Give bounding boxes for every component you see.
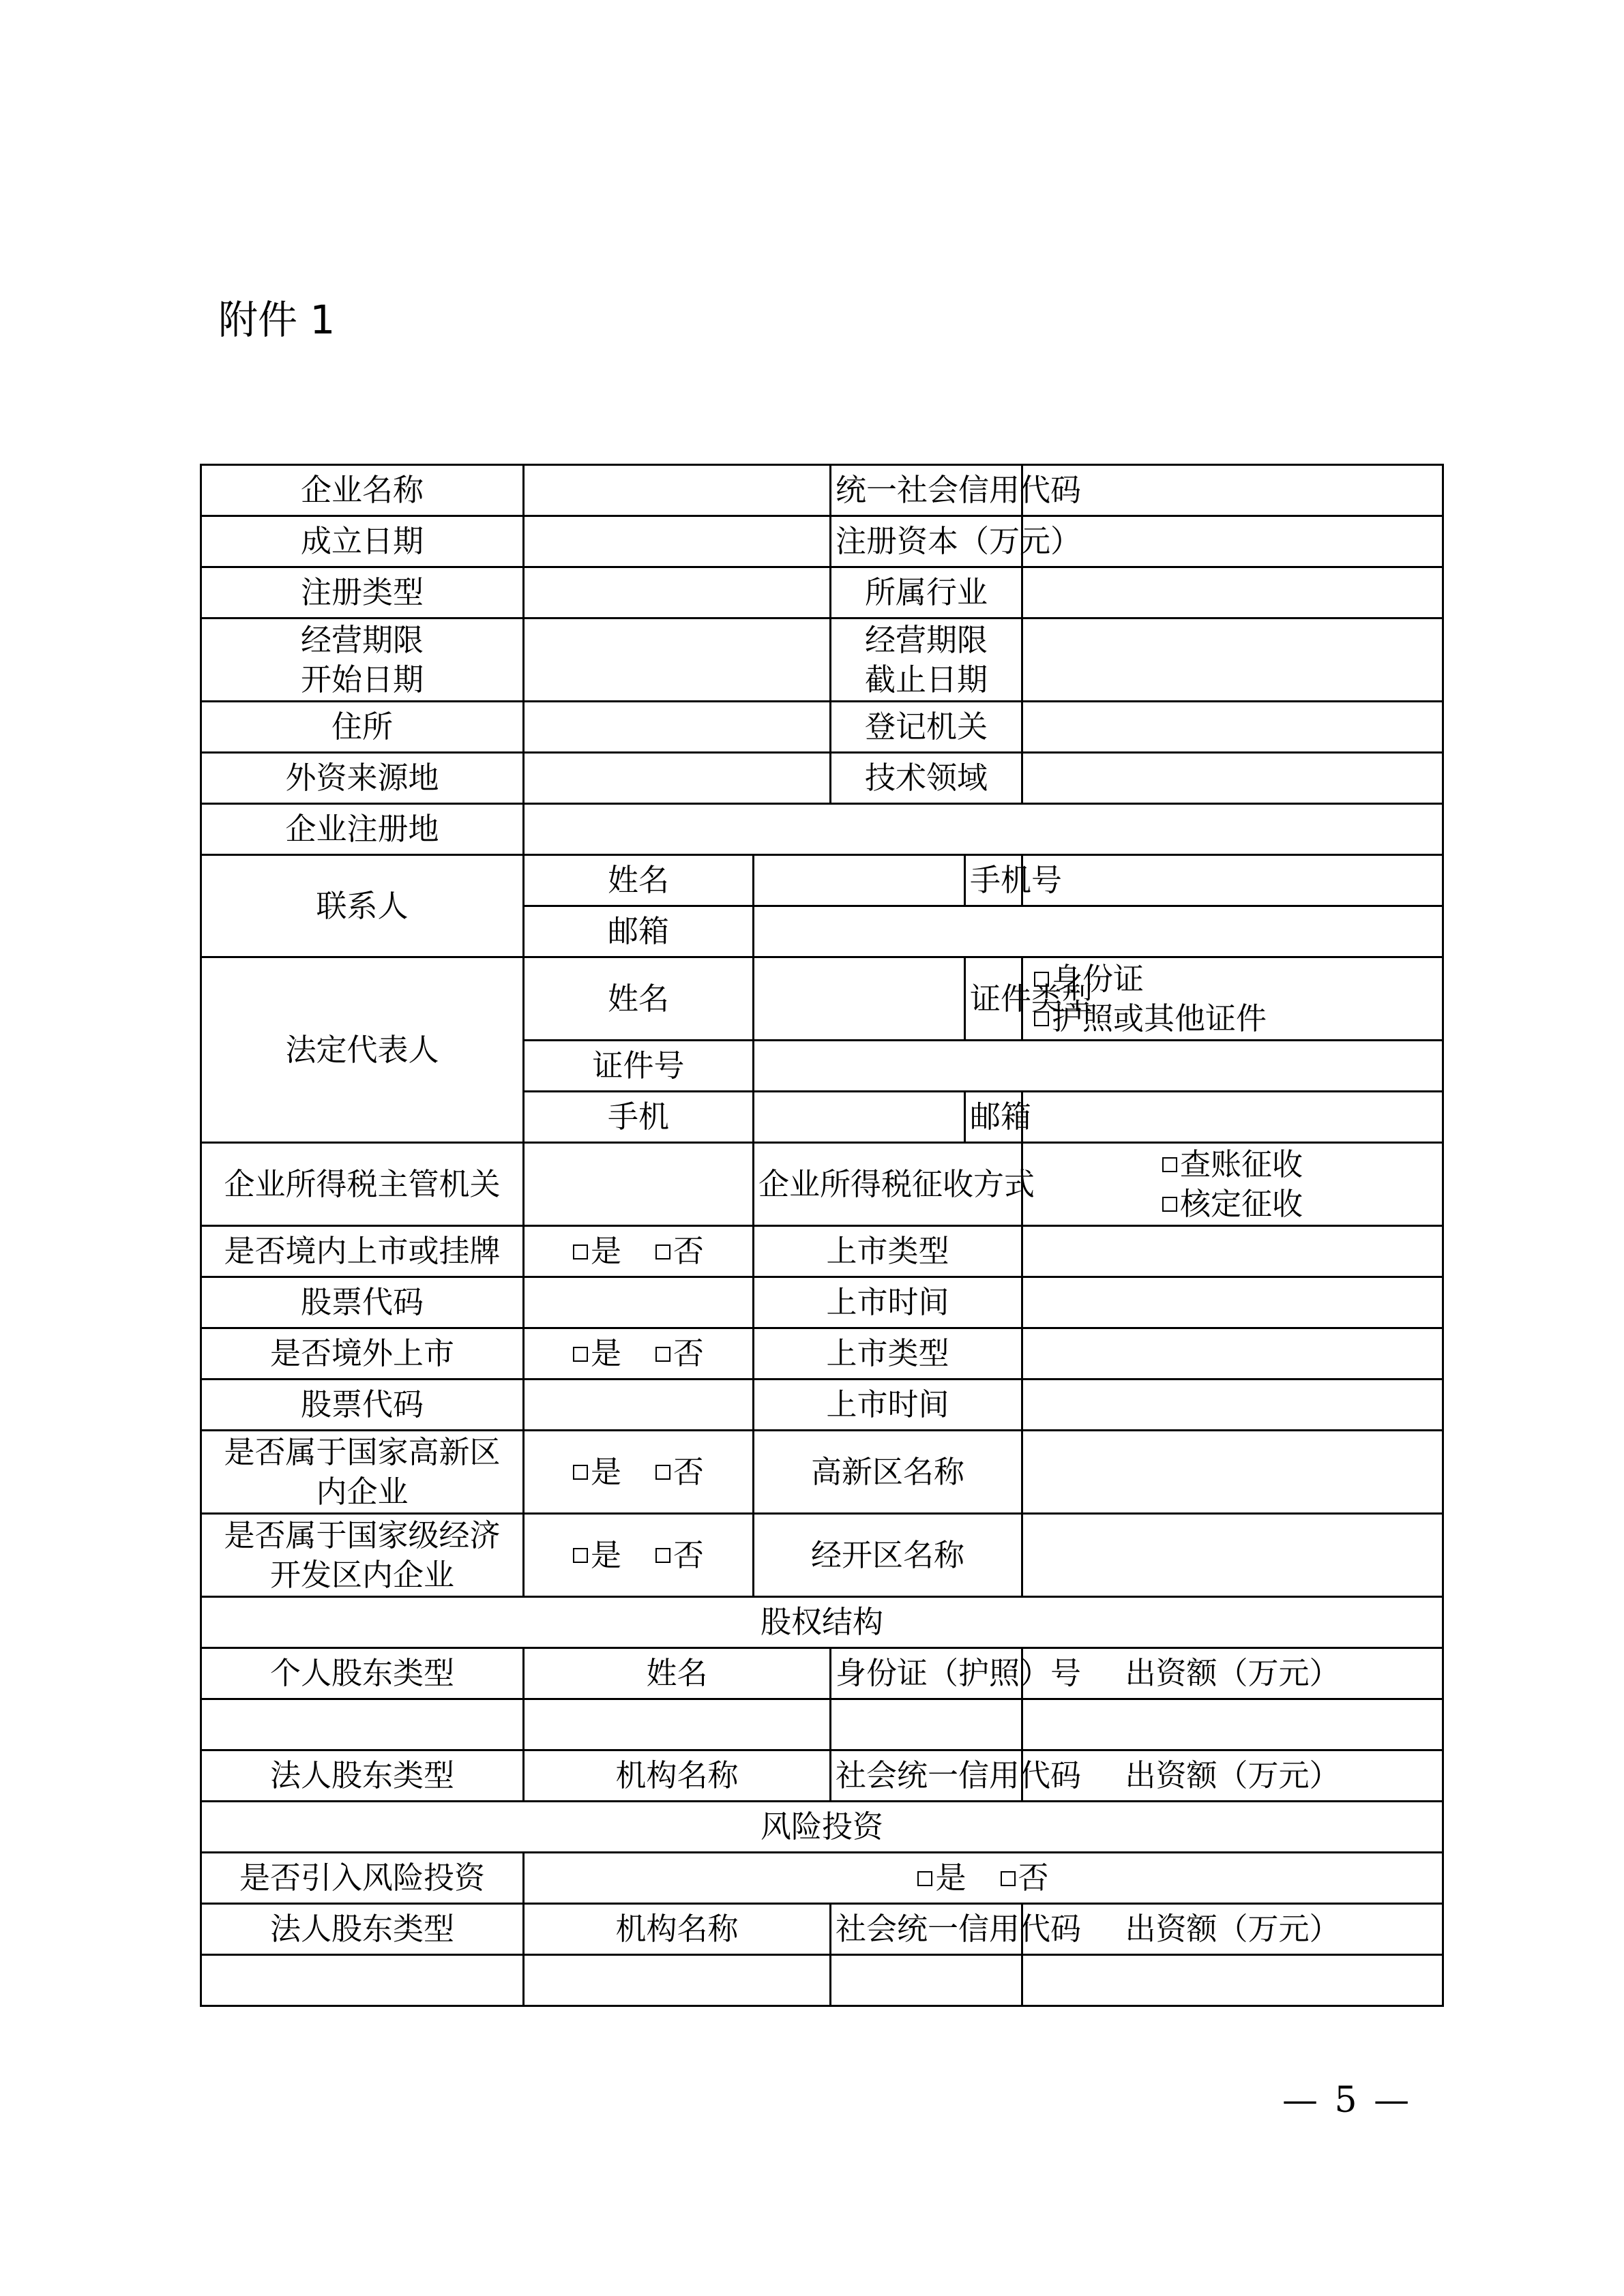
label-vc-social-credit-code: 社会统一信用代码 [831, 1904, 1022, 1955]
label-legal-rep-mobile: 手机 [524, 1092, 754, 1143]
input-tech-field[interactable] [1022, 753, 1443, 804]
option-no-label: 否 [673, 1536, 705, 1573]
label-overseas-stock-code: 股票代码 [201, 1380, 524, 1431]
option-domestic-listed-yes[interactable] [573, 1232, 621, 1271]
label-vc-institution-name: 机构名称 [524, 1904, 831, 1955]
label-vc-capital-contribution: 出资额（万元） [1022, 1904, 1443, 1955]
label-established-date: 成立日期 [201, 516, 524, 567]
label-in-hightech-zone-line2: 内企业 [316, 1473, 409, 1510]
input-shareholder-name[interactable] [524, 1699, 831, 1750]
label-econ-dev-zone-name: 经开区名称 [754, 1514, 1022, 1597]
overseas-listed-options [524, 1328, 754, 1380]
option-no-label: 否 [673, 1233, 705, 1269]
label-corporate-shareholder-type: 法人股东类型 [201, 1750, 524, 1802]
option-audit-collection-label: 查账征收 [1180, 1146, 1303, 1182]
label-domicile: 住所 [201, 702, 524, 753]
input-tax-authority[interactable] [524, 1143, 754, 1226]
label-legal-rep-id-number: 证件号 [524, 1041, 754, 1092]
option-no-label: 否 [673, 1453, 705, 1490]
input-legal-rep-id-number[interactable] [754, 1041, 1443, 1092]
page-number: — 5 — [1282, 2080, 1413, 2121]
vc-introduced-options [524, 1853, 1443, 1904]
option-assessed-collection[interactable] [1027, 1184, 1438, 1224]
label-in-hightech-zone-line1: 是否属于国家高新区 [224, 1433, 501, 1470]
label-id-passport-number: 身份证（护照）号 [831, 1648, 1022, 1699]
label-foreign-capital-source: 外资来源地 [201, 753, 524, 804]
checkbox-econ-dev-zone-yes[interactable] [573, 1548, 588, 1563]
input-registration-authority[interactable] [1022, 702, 1443, 753]
input-established-date[interactable] [524, 516, 831, 567]
checkbox-audit-collection[interactable] [1162, 1157, 1177, 1172]
input-vc-social-credit-code[interactable] [831, 1955, 1022, 2006]
label-credit-code: 统一社会信用代码 [831, 465, 1022, 516]
label-legal-rep-name: 姓名 [524, 957, 754, 1041]
option-no-label: 否 [673, 1335, 705, 1371]
input-registration-place[interactable] [524, 804, 1443, 855]
checkbox-vc-no[interactable] [1001, 1871, 1016, 1886]
input-individual-capital-contribution[interactable] [1022, 1699, 1443, 1750]
label-term-end-line1: 经营期限 [865, 621, 988, 658]
legal-rep-id-type-options [1022, 957, 1443, 1041]
option-yes-label: 是 [590, 1536, 621, 1573]
hightech-zone-options [524, 1431, 754, 1514]
label-tax-authority: 企业所得税主管机关 [201, 1143, 524, 1226]
label-term-start [201, 618, 524, 702]
checkbox-hightech-zone-yes[interactable] [573, 1465, 588, 1480]
label-industry: 所属行业 [831, 567, 1022, 618]
option-vc-yes[interactable] [917, 1858, 966, 1898]
label-registration-place: 企业注册地 [201, 804, 524, 855]
option-yes-label: 是 [590, 1453, 621, 1490]
input-vc-capital-contribution[interactable] [1022, 1955, 1443, 2006]
label-contact-mobile: 手机号 [965, 855, 1022, 906]
label-company-name: 企业名称 [201, 465, 524, 516]
label-overseas-listing-type: 上市类型 [754, 1328, 1022, 1380]
input-overseas-listing-time[interactable] [1022, 1380, 1443, 1431]
label-individual-capital-contribution: 出资额（万元） [1022, 1648, 1443, 1699]
label-institution-name: 机构名称 [524, 1750, 831, 1802]
label-corporate-capital-contribution: 出资额（万元） [1022, 1750, 1443, 1802]
label-in-econ-dev-zone-line2: 开发区内企业 [269, 1556, 454, 1593]
domestic-listed-options [524, 1226, 754, 1277]
label-term-end-line2: 截止日期 [865, 661, 988, 698]
input-credit-code[interactable] [1022, 465, 1443, 516]
input-industry[interactable] [1022, 567, 1443, 618]
label-legal-rep-id-type: 证件类型 [965, 957, 1022, 1041]
option-econ-dev-zone-yes[interactable] [573, 1536, 621, 1575]
option-yes-label: 是 [590, 1233, 621, 1269]
option-overseas-listed-yes[interactable] [573, 1334, 621, 1373]
input-term-end[interactable] [1022, 618, 1443, 702]
option-passport-other[interactable] [1034, 999, 1438, 1039]
attachment-label: 附件 1 [218, 297, 336, 343]
input-domestic-stock-code[interactable] [524, 1277, 754, 1328]
label-tech-field: 技术领域 [831, 753, 1022, 804]
input-domicile[interactable] [524, 702, 831, 753]
input-vc-corporate-shareholder-type[interactable] [201, 1955, 524, 2006]
label-contact-name: 姓名 [524, 855, 754, 906]
label-term-end [831, 618, 1022, 702]
input-company-name[interactable] [524, 465, 831, 516]
input-legal-rep-name[interactable] [754, 957, 965, 1041]
option-audit-collection[interactable] [1027, 1145, 1438, 1184]
input-domestic-listing-time[interactable] [1022, 1277, 1443, 1328]
label-shareholder-name: 姓名 [524, 1648, 831, 1699]
label-term-start-line2: 开始日期 [300, 661, 424, 698]
option-vc-no[interactable] [1001, 1858, 1049, 1898]
checkbox-overseas-listed-no[interactable] [655, 1347, 670, 1362]
label-legal-rep-email: 邮箱 [965, 1092, 1022, 1143]
label-individual-shareholder-type: 个人股东类型 [201, 1648, 524, 1699]
label-social-credit-code: 社会统一信用代码 [831, 1750, 1022, 1802]
option-no-label: 否 [1018, 1860, 1049, 1896]
input-legal-rep-mobile[interactable] [754, 1092, 965, 1143]
label-registered-capital: 注册资本（万元） [831, 516, 1022, 567]
label-hightech-zone-name: 高新区名称 [754, 1431, 1022, 1514]
label-vc-corporate-shareholder-type: 法人股东类型 [201, 1904, 524, 1955]
option-domestic-listed-no[interactable] [655, 1232, 704, 1271]
option-passport-other-label: 护照或其他证件 [1052, 1000, 1267, 1037]
tax-collection-options [1022, 1143, 1443, 1226]
input-hightech-zone-name[interactable] [1022, 1431, 1443, 1514]
label-domestic-stock-code: 股票代码 [201, 1277, 524, 1328]
input-overseas-stock-code[interactable] [524, 1380, 754, 1431]
checkbox-passport-other[interactable] [1034, 1011, 1049, 1026]
input-overseas-listing-type[interactable] [1022, 1328, 1443, 1380]
label-registration-type: 注册类型 [201, 567, 524, 618]
input-registered-capital[interactable] [1022, 516, 1443, 567]
checkbox-domestic-listed-yes[interactable] [573, 1244, 588, 1259]
input-term-start[interactable] [524, 618, 831, 702]
input-individual-shareholder-type[interactable] [201, 1699, 524, 1750]
checkbox-id-card[interactable] [1034, 972, 1049, 987]
label-domestic-listing-type: 上市类型 [754, 1226, 1022, 1277]
option-id-card-label: 身份证 [1052, 960, 1145, 997]
input-vc-institution-name[interactable] [524, 1955, 831, 2006]
label-registration-authority: 登记机关 [831, 702, 1022, 753]
checkbox-hightech-zone-no[interactable] [655, 1465, 670, 1480]
econ-dev-zone-options [524, 1514, 754, 1597]
option-overseas-listed-no[interactable] [655, 1334, 704, 1373]
input-domestic-listing-type[interactable] [1022, 1226, 1443, 1277]
option-econ-dev-zone-no[interactable] [655, 1536, 704, 1575]
label-in-hightech-zone [201, 1431, 524, 1514]
option-hightech-zone-no[interactable] [655, 1452, 704, 1492]
input-legal-rep-email[interactable] [1022, 1092, 1443, 1143]
label-vc-introduced: 是否引入风险投资 [201, 1853, 524, 1904]
input-foreign-capital-source[interactable] [524, 753, 831, 804]
section-equity-structure: 股权结构 [201, 1597, 1443, 1648]
label-legal-rep: 法定代表人 [201, 957, 524, 1143]
input-registration-type[interactable] [524, 567, 831, 618]
label-term-start-line1: 经营期限 [300, 621, 424, 658]
label-overseas-listing-time: 上市时间 [754, 1380, 1022, 1431]
checkbox-assessed-collection[interactable] [1162, 1197, 1177, 1212]
option-id-card[interactable] [1034, 959, 1438, 999]
label-in-econ-dev-zone [201, 1514, 524, 1597]
checkbox-overseas-listed-yes[interactable] [573, 1347, 588, 1362]
checkbox-vc-yes[interactable] [917, 1871, 932, 1886]
checkbox-econ-dev-zone-no[interactable] [655, 1548, 670, 1563]
input-contact-name[interactable] [754, 855, 965, 906]
enterprise-info-form [200, 464, 1444, 2007]
label-domestic-listing-time: 上市时间 [754, 1277, 1022, 1328]
option-yes-label: 是 [590, 1335, 621, 1371]
option-yes-label: 是 [935, 1860, 966, 1896]
label-contact-email: 邮箱 [524, 906, 754, 957]
input-econ-dev-zone-name[interactable] [1022, 1514, 1443, 1597]
label-tax-collection-method: 企业所得税征收方式 [754, 1143, 1022, 1226]
input-contact-email[interactable] [754, 906, 1443, 957]
label-overseas-listed: 是否境外上市 [201, 1328, 524, 1380]
input-id-passport-number[interactable] [831, 1699, 1022, 1750]
label-in-econ-dev-zone-line1: 是否属于国家级经济 [224, 1517, 501, 1553]
section-venture-capital: 风险投资 [201, 1802, 1443, 1853]
checkbox-domestic-listed-no[interactable] [655, 1244, 670, 1259]
option-assessed-collection-label: 核定征收 [1180, 1185, 1303, 1222]
option-hightech-zone-yes[interactable] [573, 1452, 621, 1492]
input-contact-mobile[interactable] [1022, 855, 1443, 906]
label-contact: 联系人 [201, 855, 524, 957]
label-domestic-listed: 是否境内上市或挂牌 [201, 1226, 524, 1277]
